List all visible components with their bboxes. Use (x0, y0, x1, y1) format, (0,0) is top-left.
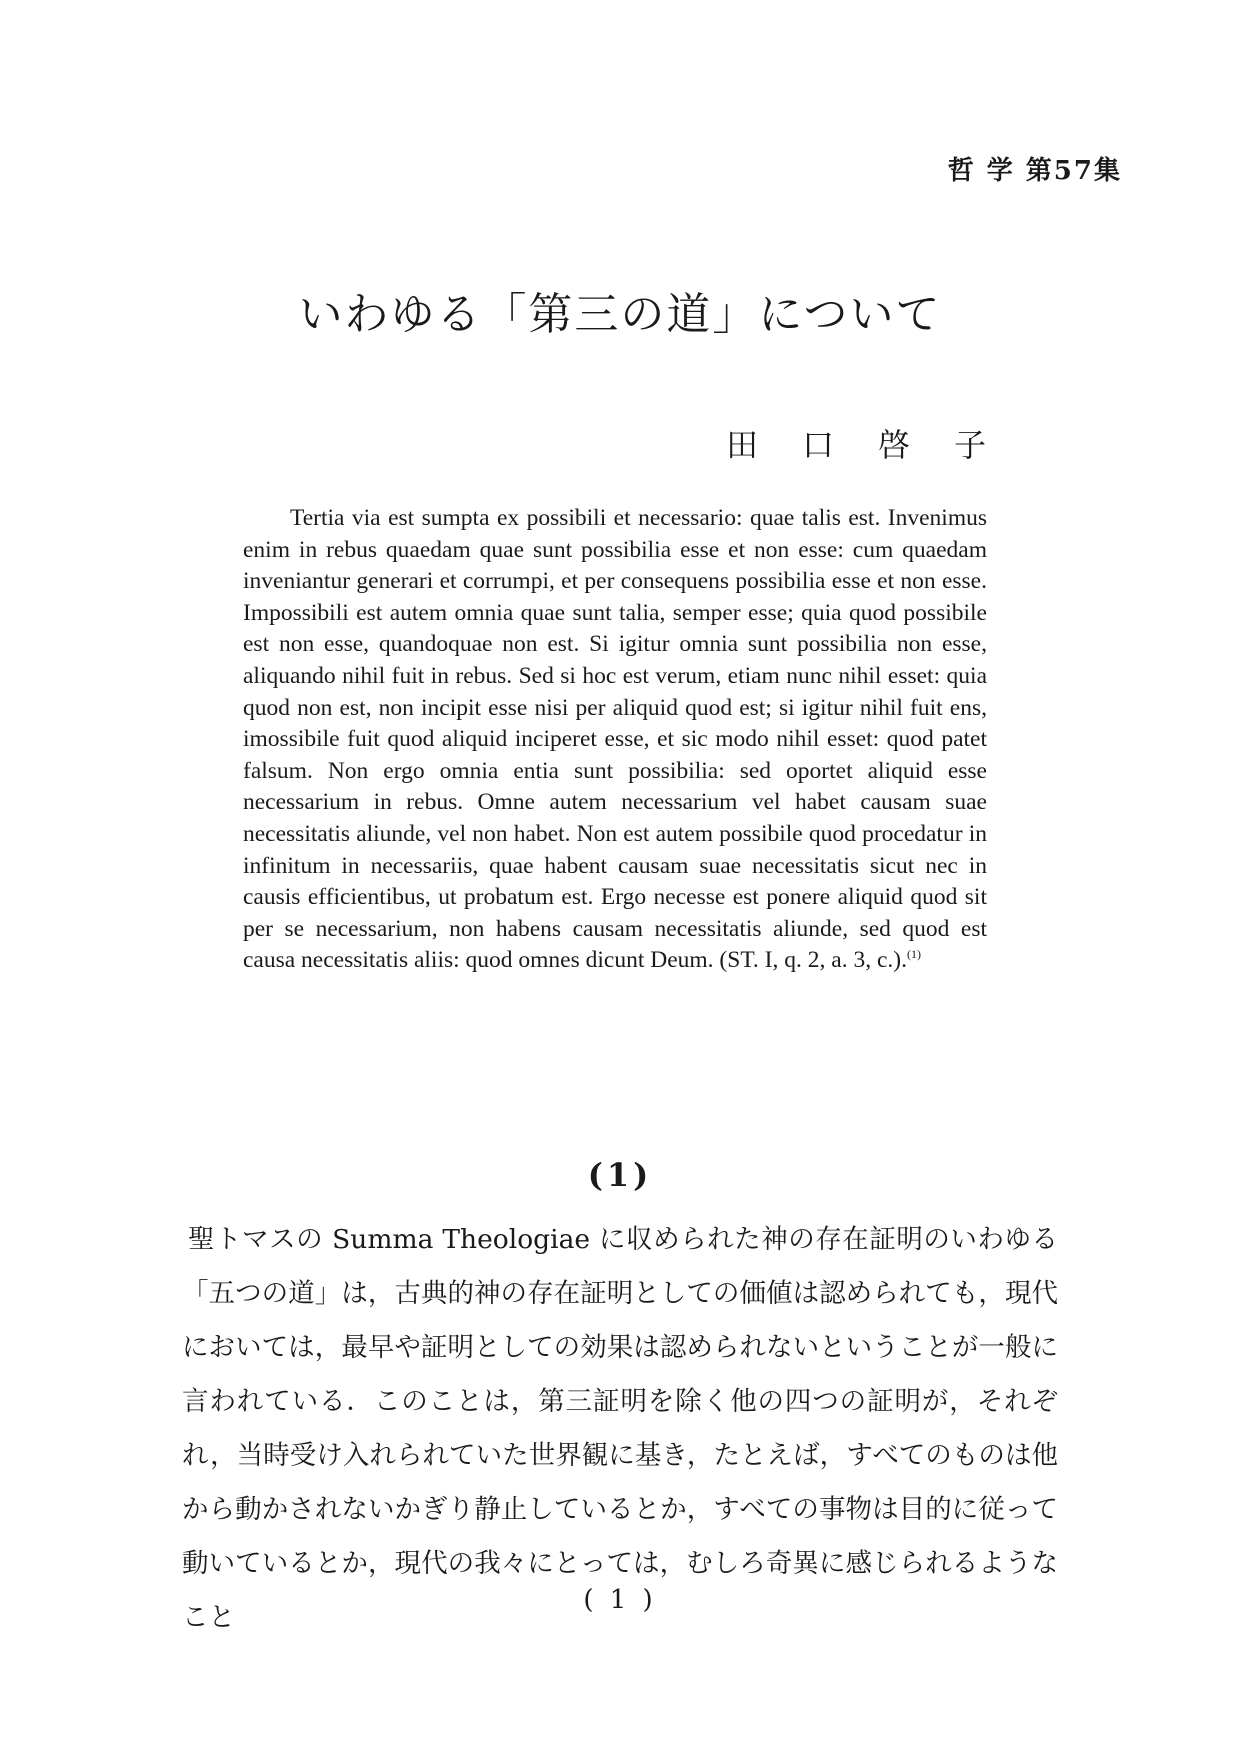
author-name: 田口啓子 (725, 426, 1030, 464)
footnote-mark: (1) (906, 947, 921, 962)
page-number: ( 1 ) (583, 1585, 657, 1615)
article-title: いわゆる「第三の道」について (298, 289, 942, 340)
body-paragraph: 聖トマスの Summa Theologiae に収められた神の存在証明のいわゆる「五つの道」は，古典的神の存在証明としての価値は認められても，現代においては，最早や証明としての効果は認められないということが一般に言われている．このことは，第三証明を除く他の四つの証明が，それぞれ，当時受け入れられていた世界観に基き，たとえば，すべてのものは他から動かされないかぎり静止しているとか，すべての事物は目的に従って動いているとか，現代の我々にとっては，むしろ奇異に感じられるようなこと (182, 1224, 1058, 1633)
latin-epigraph (243, 503, 987, 977)
epigraph-text: Tertia via est sumpta ex possibili et necessario: quae talis est. Invenimus enim in rebus quaedam quae sunt possibilia esse et non esse: cum quaedam inveniantur generari et corrumpi, et per consequens possibilia esse et non esse. Impossibili est autem omnia quae sunt talia, semper esse; quia quod possibile est non esse, quandoquae non est. Si igitur omnia sunt possibilia non esse, aliquando nihil fuit in rebus. Sed si hoc est verum, etiam nunc nihil esset: quia quod non est, non incipit esse nisi per aliquid quod est; si igitur nihil fuit ens, imossibile fuit quod aliquid inciperet esse, et sic modo nihil esset: quod patet falsum. Non ergo omnia entia sunt possibilia: sed oportet aliquid esse necessarium in rebus. Omne autem necessarium vel habet causam suae necessitatis aliunde, vel non habet. Non est autem possibile quod procedatur in infinitum in necessariis, quae habent causam suae necessitatis sicut nec in causis efficientibus, ut probatum est. Ergo necesse est ponere aliquid quod sit per se necessarium, non habens causam necessitatis aliunde, sed quod est causa necessitatis aliis: quod omnes dicunt Deum. (ST. I, q. 2, a. 3, c.). (243, 505, 987, 974)
journal-header: 哲 学 第57集 (947, 156, 1122, 186)
section-heading: (1) (587, 1156, 653, 1194)
